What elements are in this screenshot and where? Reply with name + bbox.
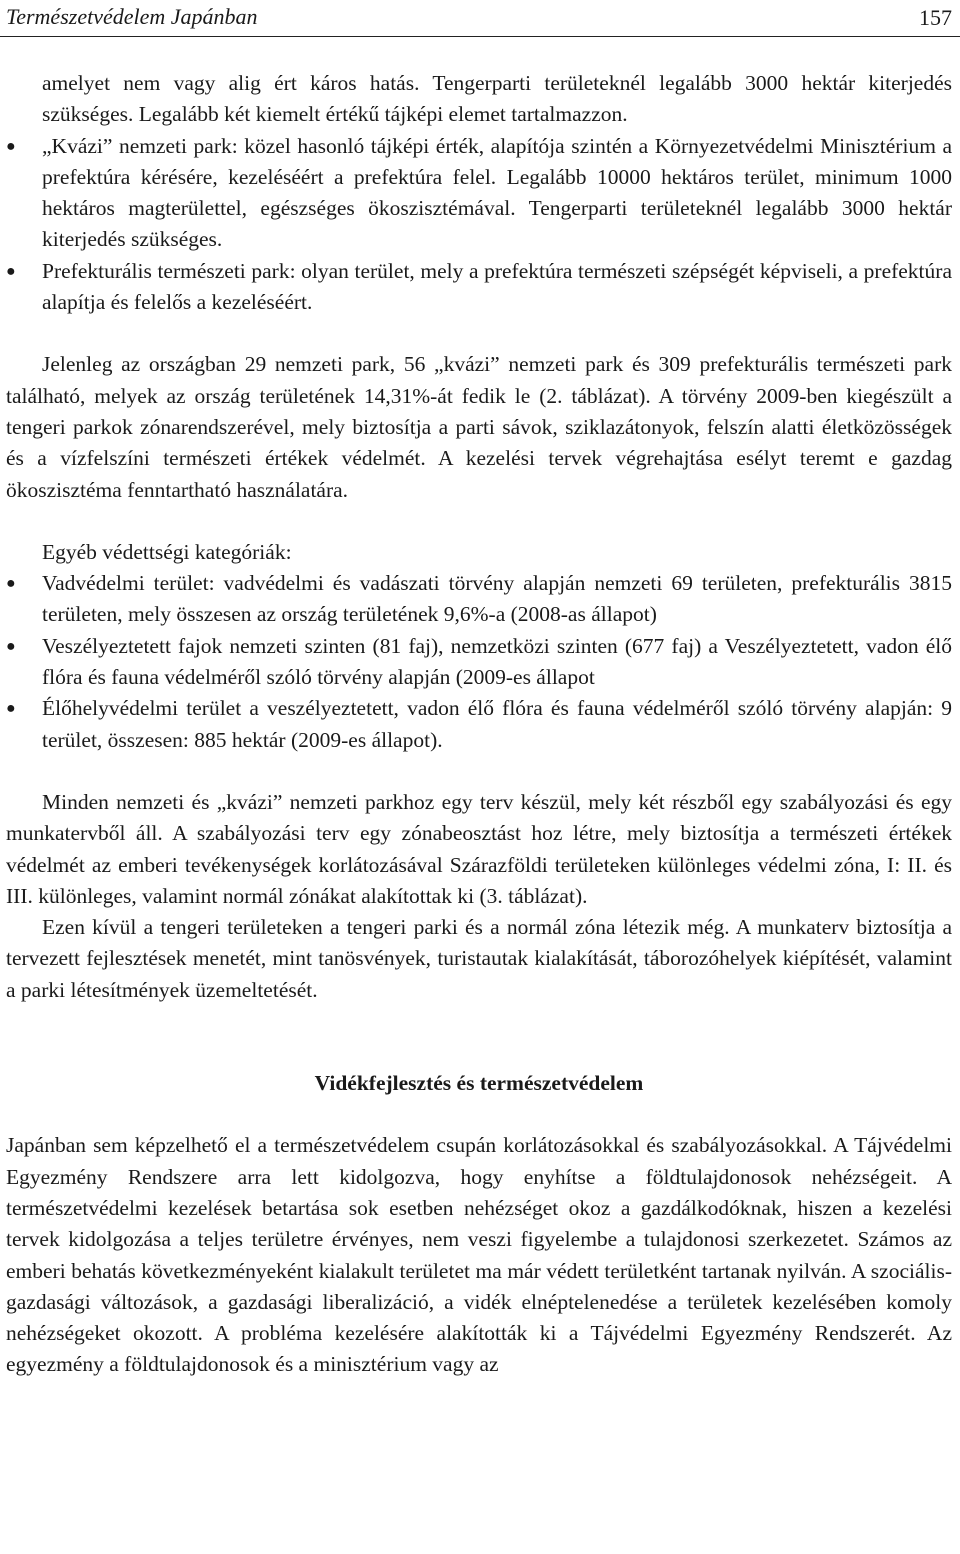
bullet-icon: ● bbox=[6, 262, 16, 280]
list-item bbox=[6, 256, 952, 319]
list-item bbox=[6, 568, 952, 631]
bullet-icon: ● bbox=[6, 700, 16, 718]
bullet-icon: ● bbox=[6, 137, 16, 155]
running-header bbox=[0, 0, 960, 37]
list-item bbox=[6, 693, 952, 756]
paragraph-plans-2: Ezen kívül a tengeri területeken a tengeri parki és a normál zóna létezik még. A munkaterv biztosítja a tervezett fejlesztések menetét, mint tanösvények, turistautak kialakítását, táborozóhelyek kiépítését, valamint a parki létesítmények üzemeltetését. bbox=[6, 915, 952, 1002]
running-title: Természetvédelem Japánban bbox=[6, 4, 258, 29]
list-item-text: Élőhelyvédelmi terület a veszélyeztetett, vadon élő flóra és fauna védelméről szóló törvény alapján: 9 terület, összesen: 885 hektár (2009-es állapot). bbox=[42, 696, 952, 752]
bullet-icon: ● bbox=[6, 637, 16, 655]
bullet-icon: ● bbox=[6, 575, 16, 593]
paragraph-parks: Jelenleg az országban 29 nemzeti park, 56 „kvázi” nemzeti park és 309 prefekturális természeti park található, melyek az ország területének 14,31%-át fedik le (2. táblázat). A törvény 2009-ben kiegészült a tengeri parkok zónarendszerével, mely biztosítja a parti sávok, sziklazátonyok, felszín alatti életközösségek és a vízfelszíni természeti értékek védelmét. A kezelési tervek végrehajtása esélyt teremt e gazdag ökoszisztéma fenntartható használatára. bbox=[6, 352, 952, 502]
section-heading: Vidékfejlesztés és természetvédelem bbox=[314, 1071, 644, 1096]
list-item-text: Vadvédelmi terület: vadvédelmi és vadászati törvény alapján nemzeti 69 területen, prefekturális 3815 területen, mely összesen az ország területének 9,6%-a (2008-as állapot) bbox=[42, 571, 952, 627]
list-item-text: Veszélyeztetett fajok nemzeti szinten (81 faj), nemzetközi szinten (677 faj) a Veszélyeztetett, vadon élő flóra és fauna védelméről szóló törvény alapján (2009-es állapot bbox=[42, 633, 952, 690]
list-item-text: Prefekturális természeti park: olyan terület, mely a prefektúra természeti szépségét képviseli, a prefektúra alapítja és felelős a kezeléséért. bbox=[42, 258, 952, 315]
paragraph-rural: Japánban sem képzelhető el a természetvédelem csupán korlátozásokkal és szabályozásokkal. A Tájvédelmi Egyezmény Rendszere arra lett kidolgozva, hogy enyhítse a földtulajdonosok nehézségeit. A természetvédelmi kezelések betartása sok esetben nehézséget okoz a gazdálkodóknak, hiszen a kezelési tervek kidolgozása a teljes területre érvényes, nem veszi figyelembe a tulajdonosi szerkezetet. Számos az emberi behatás következményeként kialakult területet ma már védett területként tartanak nyilván. A szociális-gazdasági változások, a gazdasági liberalizáció, a vidék elnéptelenedése a területek kezelésében komoly nehézségeket okozott. A probléma kezelésére alakították ki a Tájvédelmi Egyezmény Rendszerét. Az egyezmény a földtulajdonosok és a minisztérium vagy az bbox=[6, 1133, 952, 1377]
park-types-list bbox=[6, 131, 952, 319]
page-number: 157 bbox=[919, 5, 952, 30]
intro-continuation: amelyet nem vagy alig ért káros hatás. Tengerparti területeknél legalább 3000 hektár kiterjedés szükséges. Legalább két kiemelt értékű tájképi elemet tartalmazzon. bbox=[42, 71, 952, 127]
paragraph-plans-1: Minden nemzeti és „kvázi” nemzeti parkhoz egy terv készül, mely két részből egy szabályozási és egy munkatervből áll. A szabályozási terv egy zónabeosztást hoz létre, mely biztosítja a természeti értékek védelmét az emberi tevékenységek korlátozásával Szárazföldi területeken különleges védelmi zóna, I: II. és III. különleges, valamint normál zónákat alakítottak ki (3. táblázat). bbox=[6, 789, 952, 908]
other-categories-heading: Egyéb védettségi kategóriák: bbox=[42, 539, 292, 564]
list-item bbox=[6, 131, 952, 256]
body-text bbox=[6, 68, 952, 1381]
list-item-text: „Kvázi” nemzeti park: közel hasonló tájképi érték, alapítója szintén a Környezetvédelmi Minisztérium a prefektúra kérésére, kezeléséért a prefektúra felel. Legalább 10000 hektáros terület, minimum 1000 hektáros magterülettel, egészséges ökoszisztémával. Tengerparti területeknél legalább 3000 hektár kiterjedés szükséges. bbox=[42, 133, 952, 252]
other-categories-list bbox=[6, 568, 952, 756]
list-item bbox=[6, 631, 952, 694]
